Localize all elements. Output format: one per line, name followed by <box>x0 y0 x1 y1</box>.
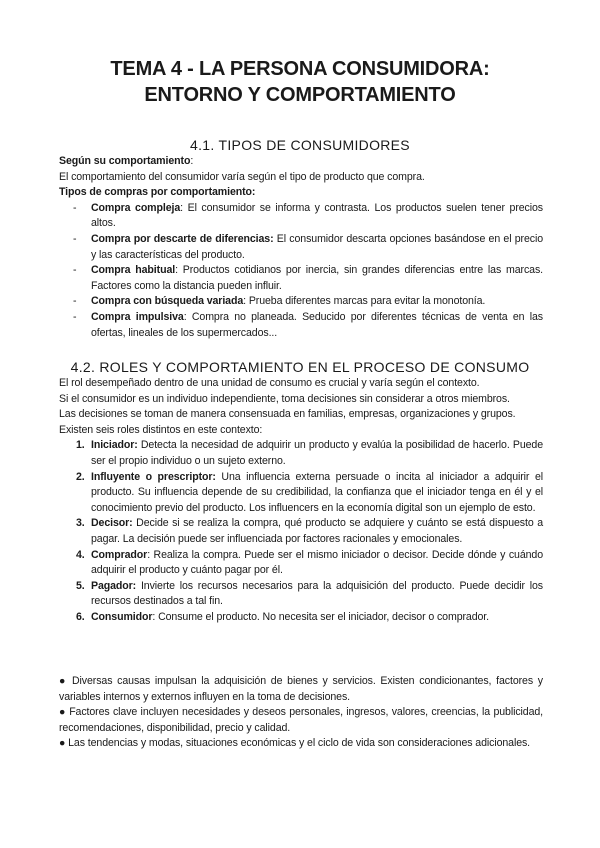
list-item: 1. Iniciador: Detecta la necesidad de adquirir un producto y evalúa la posibilidad de hacerlo. Puede ser el propio individuo o un sujeto externo. <box>76 439 543 467</box>
section-4-2-body <box>59 376 543 626</box>
document-title <box>0 56 600 108</box>
bullet-notes <box>59 674 543 752</box>
subheading-line: Según su comportamiento: <box>59 155 194 167</box>
section-heading-4-1: 4.1. TIPOS DE CONSUMIDORES <box>190 137 410 153</box>
list-item: 3. Decisor: Decide si se realiza la compra, qué producto se adquiere y cuánto se está dispuesto a pagar. La decisión puede ser influenciada por factores racionales y emocionales. <box>76 517 543 545</box>
list-item: 2. Influyente o prescriptor: Una influencia externa persuade o incita al iniciador a adquirir el producto. Su influencia depende de su credibilidad, la confianza que el iniciador tenga en él y el conocimiento previo del producto. Los influencers en la economía digital son un ejemplo de esto. <box>76 470 543 514</box>
list-heading: Tipos de compras por comportamiento: <box>59 186 256 199</box>
list-item: - Compra con búsqueda variada: Prueba diferentes marcas para evitar la monotonía. <box>73 295 486 308</box>
list-item: 6. Consumidor: Consume el producto. No necesita ser el iniciador, decisor o comprador. <box>76 610 489 623</box>
list-item: 4. Comprador: Realiza la compra. Puede ser el mismo iniciador o decisor. Decide dónde y cuándo adquirir el producto y cuánto pagar por él. <box>76 548 543 577</box>
list-item: - Compra habitual: Productos cotidianos por inercia, sin grandes diferencias entre las marcas. Factores como la distancia pueden influir. <box>73 264 543 292</box>
section-heading-4-2: 4.2. ROLES Y COMPORTAMIENTO EN EL PROCESO DE CONSUMO <box>70 359 530 375</box>
paragraph: El rol desempeñado dentro de una unidad de consumo es crucial y varía según el contexto. <box>59 377 480 389</box>
roles-list <box>59 438 543 625</box>
list-item: - Compra impulsiva: Compra no planeada. Seducido por diferentes técnicas de venta en las ofertas, lineales de los supermercados... <box>73 310 543 339</box>
paragraph: Las decisiones se toman de manera consensuada en familias, empresas, organizaciones y grupos. <box>59 408 516 421</box>
subheading: Según su comportamiento <box>59 155 191 167</box>
paragraph: Si el consumidor es un individuo independiente, toma decisiones sin considerar a otros miembros. <box>59 392 510 405</box>
section-4-1-body <box>59 154 543 341</box>
bullet-paragraph: ● Diversas causas impulsan la adquisición de bienes y servicios. Existen condicionantes, factores y variables internos y externos influyen en la toma de decisiones. <box>59 675 543 703</box>
list-item: - Compra por descarte de diferencias: El consumidor descarta opciones basándose en el precio y las características del producto. <box>73 232 544 261</box>
intro-text: El comportamiento del consumidor varía según el tipo de producto que compra. <box>59 170 425 183</box>
purchase-types-list <box>59 201 543 341</box>
list-item: 5. Pagador: Invierte los recursos necesarios para la adquisición del producto. Puede decidir los recursos destinados a tal fin. <box>76 579 543 608</box>
list-item: - Compra compleja: El consumidor se informa y contrasta. Los productos suelen tener precios altos. <box>73 201 543 230</box>
bullet-paragraph: ● Factores clave incluyen necesidades y deseos personales, ingresos, valores, creencias, la publicidad, recomendaciones, disponibilidad, precio y calidad. <box>59 706 543 734</box>
paragraph: Existen seis roles distintos en este contexto: <box>59 423 263 436</box>
title-line-1: TEMA 4 - LA PERSONA CONSUMIDORA: <box>110 58 490 80</box>
title-line-2: ENTORNO Y COMPORTAMIENTO <box>144 84 456 106</box>
bullet-paragraph: ● Las tendencias y modas, situaciones económicas y el ciclo de vida son consideraciones adicionales. <box>59 737 531 750</box>
